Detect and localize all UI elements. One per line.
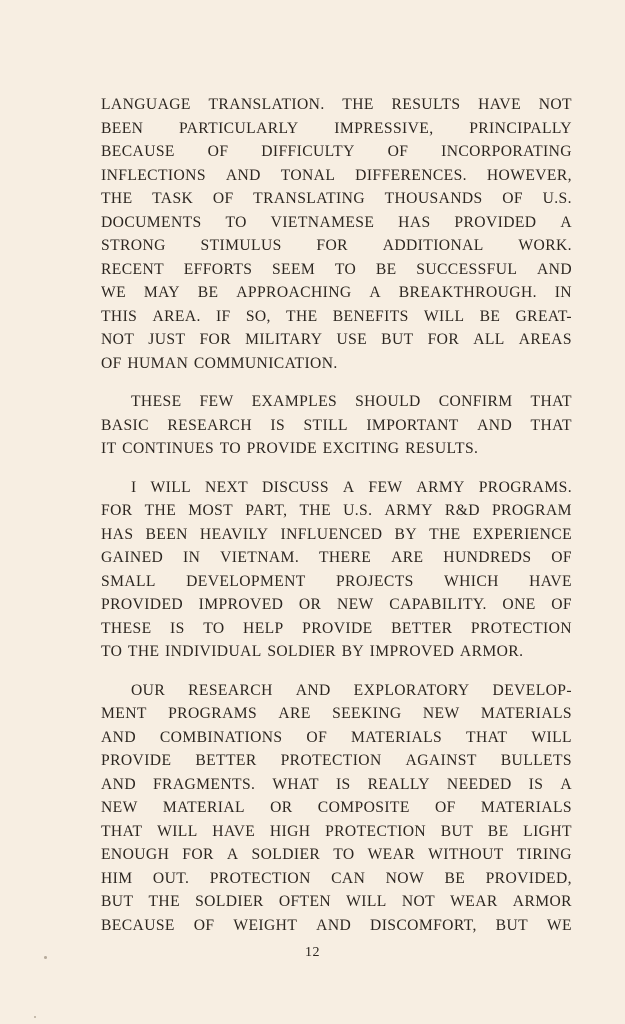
text-line — [101, 187, 572, 211]
word: PROTECTION — [209, 869, 311, 887]
word: U.S. — [343, 502, 373, 519]
word: OF — [306, 728, 328, 746]
text-line — [101, 890, 572, 914]
word: TO — [225, 213, 247, 231]
word: BE — [375, 260, 397, 278]
word: THE — [144, 502, 177, 519]
word: HAVE — [212, 822, 256, 840]
word: BECAUSE — [101, 916, 175, 934]
word: ONE — [502, 596, 536, 613]
text-line — [101, 414, 572, 438]
paragraph — [101, 679, 572, 938]
word: HUMAN — [127, 354, 189, 372]
text-line — [101, 546, 572, 570]
word: AREA. — [152, 307, 201, 325]
word: PROVIDE — [101, 752, 172, 769]
word: I — [131, 478, 137, 496]
word: PRINCIPALLY — [469, 119, 572, 137]
word: TO — [101, 643, 123, 660]
word: COMPOSITE — [317, 799, 410, 816]
word: IN — [183, 549, 201, 566]
word: OF — [101, 354, 122, 372]
word: MATERIALS — [351, 728, 443, 746]
word: VIETNAM. — [220, 549, 300, 566]
word: COMMUNICATION. — [193, 354, 338, 372]
word: TRANSLATING — [253, 190, 365, 207]
word: STILL — [303, 416, 348, 434]
text-line — [101, 499, 572, 523]
word: EFFORTS — [183, 260, 253, 278]
text-line — [101, 476, 572, 500]
word: AND — [477, 416, 513, 434]
word: THE — [148, 893, 180, 910]
word: MATERIAL — [162, 799, 245, 816]
word: CAPABILITY. — [389, 596, 487, 613]
word: AREAS — [518, 331, 572, 348]
word: NEW — [101, 799, 138, 816]
text-line — [101, 390, 572, 414]
text-line — [101, 796, 572, 820]
text-line — [101, 749, 572, 773]
word: WILL — [150, 478, 192, 496]
word: PROVIDE — [246, 440, 318, 457]
word: THAT — [101, 822, 143, 840]
word: OR — [270, 799, 293, 816]
word: PROTECTION — [470, 619, 572, 637]
paragraph — [101, 93, 572, 375]
word: IT — [101, 440, 117, 457]
text-line — [101, 593, 572, 617]
text-line — [101, 702, 572, 726]
word: ARMY — [384, 502, 433, 519]
word: WE — [101, 284, 127, 301]
text-line — [101, 820, 572, 844]
word: IS — [170, 619, 185, 637]
word: SEEM — [271, 260, 316, 278]
word: DIFFICULTY — [261, 143, 355, 160]
word: PROVIDE — [302, 619, 373, 637]
word: NEW — [422, 705, 460, 722]
word: OF — [502, 190, 523, 207]
word: BE — [444, 869, 466, 887]
text-line — [101, 164, 572, 188]
word: THAT — [530, 393, 572, 410]
word: OFTEN — [278, 893, 332, 910]
word: WILL — [157, 822, 198, 840]
word: SO, — [245, 307, 271, 325]
word: NEEDED — [446, 775, 512, 793]
text-line — [101, 437, 572, 461]
word: BE — [197, 284, 219, 301]
word: NOT — [538, 96, 572, 113]
word: SMALL — [101, 572, 156, 590]
word: TO — [333, 846, 355, 863]
word: IS — [528, 775, 544, 793]
word: EXCITING — [322, 440, 400, 457]
word: R&D — [444, 502, 480, 519]
word: HUNDREDS — [443, 549, 532, 566]
word: EXPLORATORY — [353, 681, 470, 699]
word: BENEFITS — [332, 307, 409, 325]
word: SOLDIER — [195, 893, 264, 910]
word: COMBINATIONS — [159, 728, 283, 746]
word: HIGH — [269, 822, 311, 840]
word: RESEARCH — [188, 681, 273, 699]
word: NEW — [336, 596, 374, 613]
word: PART, — [245, 502, 288, 519]
word: A — [560, 213, 572, 231]
word: SOLDIER — [267, 643, 336, 660]
word: EXAMPLES — [251, 393, 338, 410]
text-line — [101, 773, 572, 797]
word: OF — [434, 799, 456, 816]
word: ENOUGH — [101, 846, 170, 863]
word: PROVIDED, — [485, 869, 572, 887]
text-line — [101, 867, 572, 891]
word: BASIC — [101, 416, 149, 434]
text-line — [101, 211, 572, 235]
word: DOCUMENTS — [101, 213, 202, 231]
word: A — [369, 284, 381, 301]
page-number: 12 — [305, 945, 320, 960]
word: HAS — [398, 213, 431, 231]
word: DEVELOP- — [492, 681, 572, 699]
word: ALL — [473, 331, 505, 348]
word: U.S. — [542, 190, 572, 207]
word: PROVIDED — [454, 213, 537, 231]
word: INCORPORATING — [441, 143, 572, 160]
word: ARMOR. — [459, 643, 524, 660]
word: FOR — [101, 502, 133, 519]
word: WEIGHT — [233, 916, 298, 934]
word: OR — [298, 596, 322, 613]
word: GREAT- — [515, 307, 572, 325]
word: SUCCESSFUL — [416, 260, 518, 278]
word: JUST — [148, 331, 186, 348]
word: INDIVIDUAL — [165, 643, 262, 660]
word: BE — [479, 307, 501, 325]
word: BETTER — [391, 619, 453, 637]
text-line — [101, 234, 572, 258]
word: IMPROVED — [198, 596, 284, 613]
text-line — [101, 726, 572, 750]
word: HAS — [101, 525, 134, 543]
word: DEVELOPMENT — [186, 572, 306, 590]
word: ARMOR — [512, 893, 572, 910]
text-line — [101, 570, 572, 594]
word: CONFIRM — [438, 393, 513, 410]
word: FEW — [368, 478, 403, 496]
word: HAVE — [529, 572, 572, 590]
word: TO — [334, 260, 357, 278]
word: TASK — [152, 190, 194, 207]
word: IS — [335, 775, 351, 793]
paragraph — [101, 390, 572, 461]
text-line — [101, 640, 572, 664]
word: AND — [101, 775, 136, 793]
word: A — [560, 775, 572, 793]
word: NOW — [385, 869, 425, 887]
word: PROTECTION — [325, 822, 427, 840]
word: OF — [207, 143, 229, 160]
word: PROGRAM — [491, 502, 572, 519]
paper-speck — [34, 1016, 36, 1018]
word: DISCUSS — [262, 478, 329, 496]
word: THE — [286, 307, 318, 325]
word: BECAUSE — [101, 143, 175, 160]
word: WITHOUT — [428, 846, 504, 863]
word: TRANSLATION. — [208, 96, 325, 113]
word: WHAT — [272, 775, 319, 793]
word: CONTINUES — [122, 440, 215, 457]
word: LIGHT — [523, 822, 572, 840]
word: PARTICULARLY — [179, 119, 299, 137]
word: RECENT — [101, 260, 165, 278]
word: WILL — [531, 728, 572, 746]
word: THE — [429, 525, 461, 543]
text-line — [101, 843, 572, 867]
word: BUT — [495, 916, 529, 934]
word: PROTECTION — [280, 752, 382, 769]
word: CAN — [331, 869, 366, 887]
word: IMPROVED — [369, 643, 455, 660]
word: OUT. — [152, 869, 190, 887]
word: BULLETS — [500, 752, 572, 769]
word: THE — [342, 96, 374, 113]
word: HIM — [101, 869, 133, 887]
word: WHICH — [443, 572, 499, 590]
word: THE — [299, 502, 331, 519]
text-line — [101, 140, 572, 164]
word: WE — [546, 916, 572, 934]
word: MENT — [101, 705, 147, 722]
word: HOWEVER, — [486, 166, 572, 184]
word: BUT — [381, 331, 414, 348]
word: SEEKING — [332, 705, 402, 722]
word: THAT — [530, 416, 572, 434]
word: HELP — [243, 619, 284, 637]
word: PROGRAMS. — [478, 478, 572, 496]
word: USE — [336, 331, 368, 348]
word: A — [342, 478, 355, 496]
word: WILL — [346, 893, 387, 910]
word: IN — [554, 284, 572, 301]
word: DIFFERENCES. — [355, 166, 467, 184]
word: MATERIALS — [480, 705, 572, 722]
word: PROVIDED — [101, 596, 184, 613]
word: WEAR — [367, 846, 416, 863]
word: AGAINST — [405, 752, 477, 769]
word: NOT — [101, 331, 135, 348]
word: MATERIALS — [480, 799, 572, 816]
word: NEXT — [204, 478, 249, 496]
word: THAT — [466, 728, 508, 746]
word: BUT — [440, 822, 474, 840]
word: AND — [537, 260, 572, 278]
word: STIMULUS — [200, 237, 282, 254]
word: AND — [316, 916, 352, 934]
word: THERE — [318, 549, 372, 566]
word: SHOULD — [355, 393, 421, 410]
word: FOR — [427, 331, 460, 348]
word: THE — [127, 643, 160, 660]
word: DISCOMFORT, — [370, 916, 477, 934]
word: RESULTS. — [405, 440, 479, 457]
word: NOT — [401, 893, 436, 910]
text-line — [101, 281, 572, 305]
word: WEAR — [450, 893, 498, 910]
word: FOR — [199, 331, 232, 348]
word: THESE — [101, 619, 152, 637]
word: TONAL — [280, 166, 336, 184]
word: THIS — [101, 307, 138, 325]
word: HEAVILY — [199, 525, 269, 543]
word: ARE — [391, 549, 424, 566]
word: PROGRAMS — [168, 705, 258, 722]
word: EXPERIENCE — [472, 525, 572, 543]
word: AND — [295, 681, 331, 699]
word: LANGUAGE — [101, 96, 191, 113]
word: FOR — [182, 846, 214, 863]
word: TIRING — [516, 846, 572, 863]
word: IF — [215, 307, 231, 325]
word: WILL — [423, 307, 465, 325]
word: HAVE — [478, 96, 522, 113]
word: TO — [203, 619, 225, 637]
word: ARE — [278, 705, 311, 722]
word: IS — [270, 416, 286, 434]
word: THE — [101, 190, 133, 207]
word: BE — [487, 822, 509, 840]
word: AND — [225, 166, 261, 184]
word: OF — [551, 596, 572, 613]
text-line — [101, 305, 572, 329]
text-line — [101, 914, 572, 938]
word: STRONG — [101, 237, 166, 254]
word: BEEN — [101, 119, 144, 137]
text-line — [101, 117, 572, 141]
word: OF — [387, 143, 409, 160]
word: FOR — [316, 237, 348, 254]
text-line — [101, 679, 572, 703]
text-line — [101, 328, 572, 352]
word: PROJECTS — [335, 572, 414, 590]
text-line — [101, 352, 572, 376]
text-line — [101, 93, 572, 117]
word: BETTER — [195, 752, 257, 769]
document-page — [101, 93, 572, 952]
word: WORK. — [518, 237, 572, 254]
word: A — [226, 846, 239, 863]
word: BEEN — [145, 525, 188, 543]
word: IMPRESSIVE, — [334, 119, 434, 137]
word: FEW — [199, 393, 234, 410]
paragraph — [101, 476, 572, 664]
word: OF — [551, 549, 572, 566]
word: GAINED — [101, 549, 164, 566]
word: TO — [219, 440, 242, 457]
word: SOLDIER — [251, 846, 321, 863]
word: FRAGMENTS. — [152, 775, 256, 793]
word: BY — [341, 643, 365, 660]
word: THOUSANDS — [384, 190, 483, 207]
word: ADDITIONAL — [382, 237, 484, 254]
word: VIETNAMESE — [270, 213, 375, 231]
word: REALLY — [367, 775, 430, 793]
text-line — [101, 258, 572, 282]
word: OF — [193, 916, 215, 934]
word: APPROACHING — [236, 284, 352, 301]
word: OUR — [131, 681, 166, 699]
word: INFLECTIONS — [101, 166, 206, 184]
word: MAY — [143, 284, 180, 301]
word: THESE — [131, 393, 182, 410]
word: MOST — [188, 502, 234, 519]
word: IMPORTANT — [366, 416, 459, 434]
text-line — [101, 617, 572, 641]
word: RESEARCH — [167, 416, 252, 434]
word: BY — [394, 525, 417, 543]
word: INFLUENCED — [280, 525, 383, 543]
word: AND — [101, 728, 136, 746]
text-line — [101, 523, 572, 547]
word: OF — [212, 190, 234, 207]
word: RESULTS — [391, 96, 461, 113]
word: ARMY — [416, 478, 465, 496]
word: BUT — [101, 893, 134, 910]
word: MILITARY — [245, 331, 323, 348]
word: BREAKTHROUGH. — [398, 284, 537, 301]
